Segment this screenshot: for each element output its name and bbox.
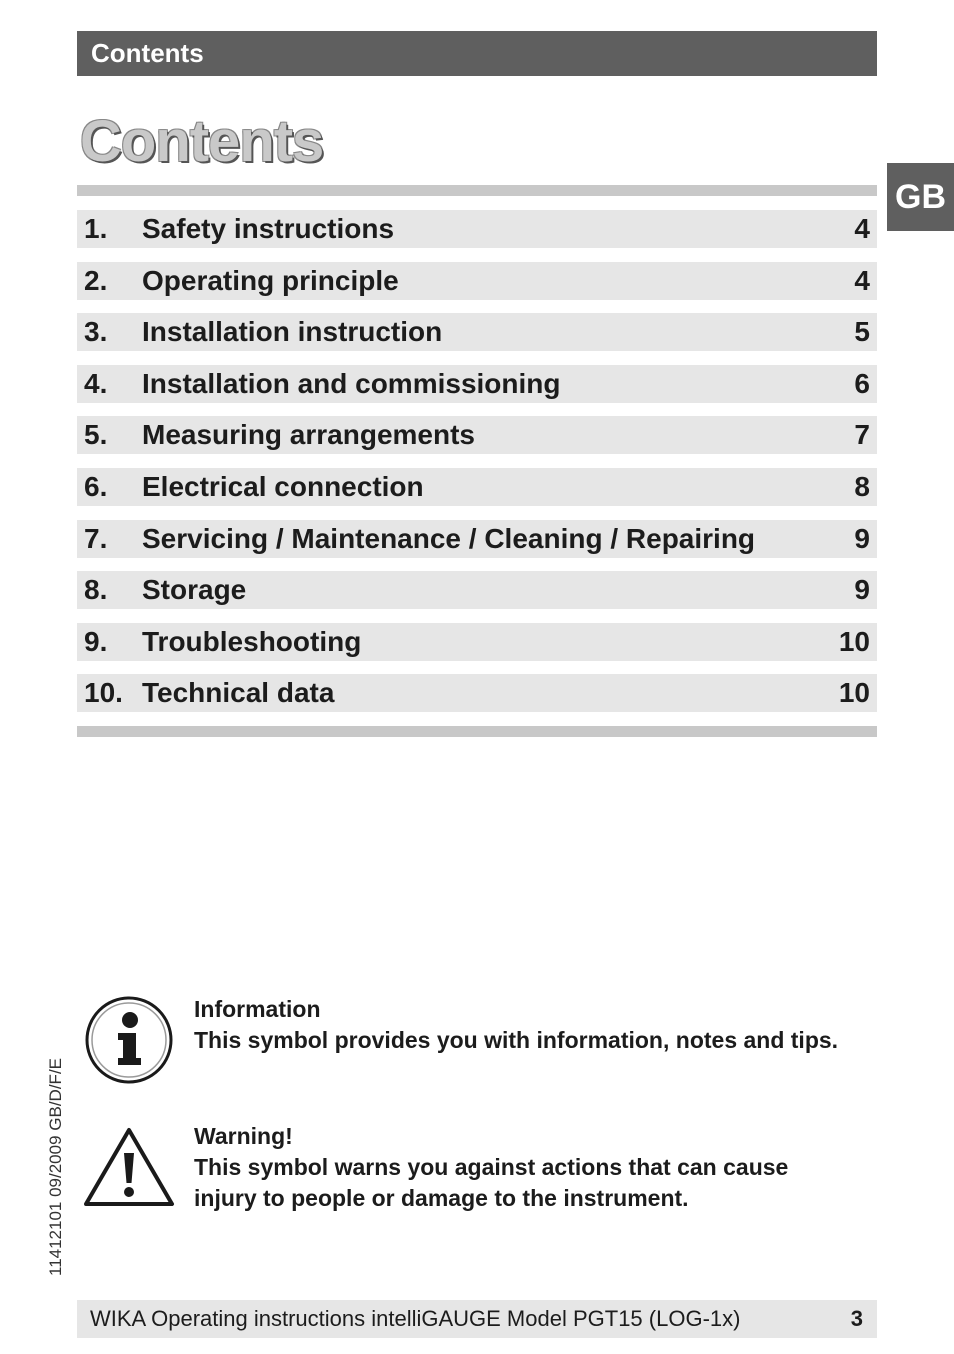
toc-title: Measuring arrangements: [142, 419, 475, 451]
toc-row[interactable]: [77, 313, 877, 351]
toc-page: 8: [854, 470, 870, 502]
toc-page: 9: [854, 522, 870, 554]
toc-row[interactable]: [77, 468, 877, 506]
warning-notice: [194, 1121, 788, 1214]
toc-page: 10: [838, 625, 870, 657]
page-number: 3: [850, 1306, 863, 1331]
warning-title: Warning!: [194, 1123, 293, 1149]
toc-row[interactable]: [77, 520, 877, 558]
bottom-divider: [77, 726, 877, 737]
toc-number: 2.: [84, 264, 108, 296]
toc-number: 5.: [84, 419, 108, 451]
toc-number: 4.: [84, 367, 108, 399]
toc-title: Installation and commissioning: [142, 367, 561, 399]
information-notice: [194, 994, 838, 1056]
toc-title: Safety instructions: [142, 213, 395, 244]
toc-row[interactable]: [77, 571, 877, 609]
toc-title: Electrical connection: [142, 470, 424, 502]
toc-title: Troubleshooting: [142, 625, 362, 657]
table-of-contents: [77, 210, 877, 726]
toc-row[interactable]: [77, 674, 877, 712]
information-text: This symbol provides you with information, notes and tips.: [194, 1027, 839, 1053]
toc-number: 3.: [84, 316, 108, 348]
toc-page: 10: [838, 677, 870, 709]
language-tab: GB: [887, 163, 954, 231]
warning-icon: [82, 1125, 176, 1209]
toc-page: 4: [854, 213, 870, 244]
toc-title: Storage: [142, 574, 247, 606]
toc-title: Technical data: [142, 677, 335, 709]
toc-row[interactable]: [77, 365, 877, 403]
warning-text-line: injury to people or damage to the instrument.: [194, 1185, 689, 1211]
document-code: 11412101 09/2009 GB/D/F/E: [46, 1057, 65, 1276]
toc-row[interactable]: [77, 210, 877, 248]
top-divider: [77, 185, 877, 196]
toc-row[interactable]: [77, 416, 877, 454]
page-footer: [77, 1300, 877, 1338]
information-icon: [83, 995, 175, 1085]
toc-number: 7.: [84, 522, 108, 554]
toc-page: 4: [854, 264, 870, 296]
toc-title: Servicing / Maintenance / Cleaning / Repairing: [142, 522, 756, 554]
toc-page: 9: [854, 574, 870, 606]
toc-row[interactable]: [77, 262, 877, 300]
toc-number: 9.: [84, 625, 108, 657]
toc-number: 8.: [84, 574, 108, 606]
page-title: Contents: [80, 109, 324, 174]
footer-text: WIKA Operating instructions intelliGAUGE Model PGT15 (LOG-1x): [90, 1306, 741, 1331]
toc-row[interactable]: [77, 623, 877, 661]
toc-page: 5: [854, 316, 870, 348]
section-header: [77, 31, 877, 76]
toc-title: Operating principle: [142, 264, 399, 296]
information-title: Information: [194, 996, 321, 1022]
toc-page: 6: [854, 367, 870, 399]
toc-number: 6.: [84, 470, 108, 502]
warning-text-line: This symbol warns you against actions that can cause: [194, 1154, 789, 1180]
section-header-label: Contents: [91, 38, 204, 68]
toc-number: 1.: [84, 213, 108, 244]
toc-page: 7: [854, 419, 870, 451]
toc-title: Installation instruction: [142, 316, 443, 348]
toc-number: 10.: [84, 677, 123, 709]
